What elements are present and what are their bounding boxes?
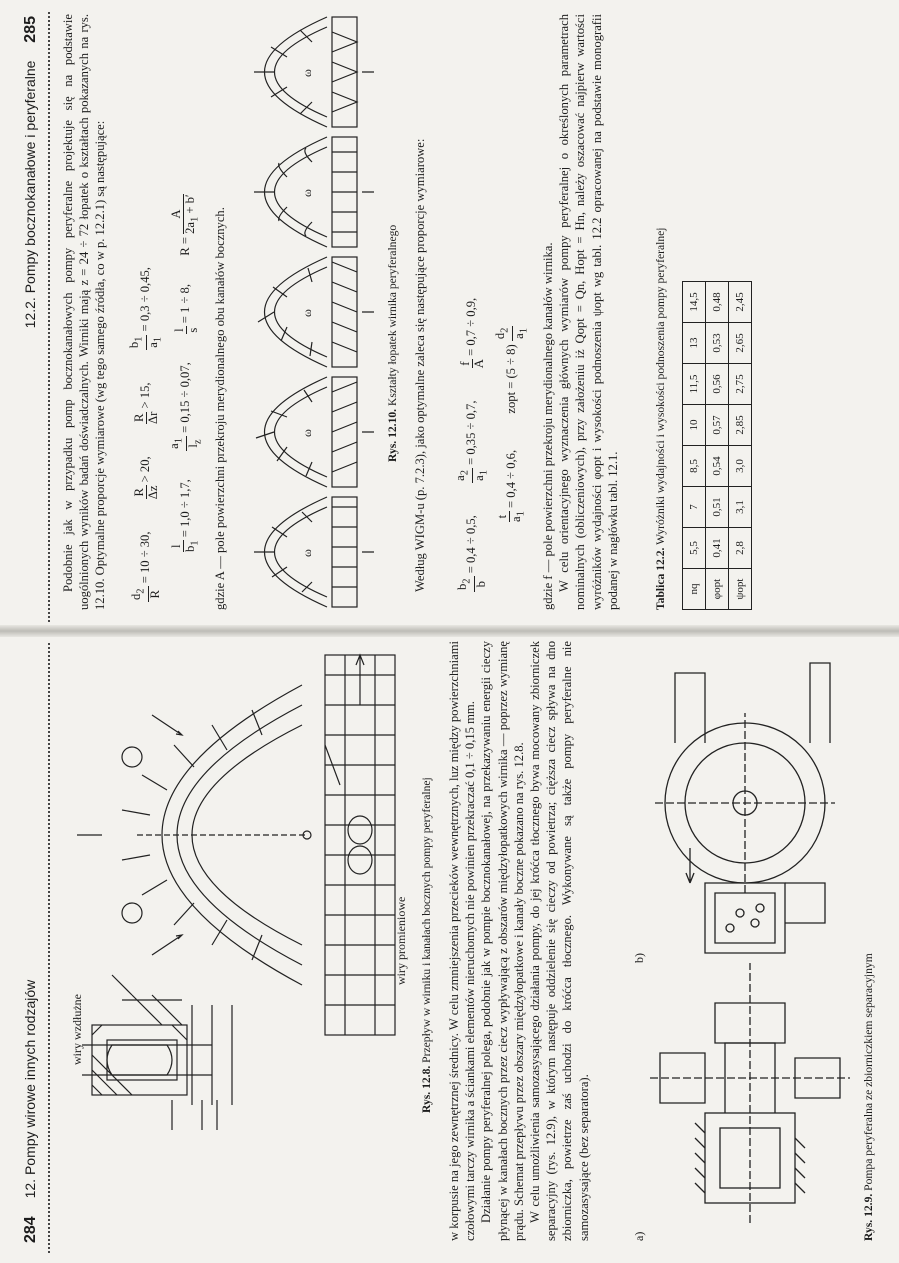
frac-R-dr: R Δr	[131, 411, 160, 424]
frac-a1-lz: $a_1$ $l_z$	[167, 438, 204, 449]
formula-row-4	[494, 326, 530, 522]
figure-12-9-label-a: a)	[632, 1231, 646, 1241]
right-page-number: 285	[22, 16, 39, 43]
label-wiry-wzdluzne: wiry wzdłużne	[70, 994, 84, 1065]
table-cell: 0,41	[706, 528, 729, 569]
right-paragraph-2: W celu orientacyjnego wyznaczenia głównych wymiarów pompy peryferalnej o określonych parametrach nominalnych (obliczeniowych), przy założeniu iż Qopt = Qn, Hopt = Hn, należy oszacować najpierw wartości wyróżników wydajności φopt i wysokości podnoszenia ψopt wg tabl. 12.2 opracowanej na podstawie monografii podanej w nagłówku tabl. 12.1.	[557, 14, 620, 610]
formula-1-3: > 15,	[137, 382, 152, 409]
table-cell: 2,75	[729, 364, 752, 405]
table-row	[706, 282, 729, 610]
table-cell: 0,57	[706, 405, 729, 446]
left-page-number: 284	[22, 1216, 39, 1243]
table-cell: 3,1	[729, 487, 752, 528]
formula-row-2	[168, 194, 204, 552]
table-cell: 2,85	[729, 405, 752, 446]
figure-12-8-channel-drawing	[320, 645, 410, 1135]
table-cell: 10	[683, 405, 706, 446]
frac-R-dz: R Δz	[131, 485, 160, 500]
table-12-2	[682, 281, 752, 610]
table-row-label: ψopt	[729, 569, 752, 610]
frac-f-A: f A	[457, 359, 486, 369]
left-header-rule	[48, 643, 50, 1253]
frac-d2-R: $d_2$ R	[129, 588, 162, 600]
figure-12-8-caption-num: Rys. 12.8.	[420, 1065, 433, 1113]
right-intro-paragraph: Podobnie jak w przypadku pomp bocznokanałowych pompy peryferalne projektuje się na podstawie uogólnionych wyników badań doświadczalnych. Wirniki mają z = 24 ÷ 72 łopatek o kształtach pokazanych na rys. 12.10. Optymalne proporcje wymiarowe (wg tego samego źródła, co w p. 12.2.1) są następujące:	[61, 14, 108, 610]
figure-12-10-caption	[386, 225, 399, 462]
left-paragraph-2: Działanie pompy peryferalnej polega, podobnie jak w pompie bocznokanałowej, na przekazywaniu energii cieczy płynącej w kanałach bocznych przez ciecz wypływającą z obszarów międzyłopatkowych wirnika — poprzez wymianę prądu. Schemat przepływu przez obszary międzyłopatkowe i kanały boczne pokazano na rys. 12.8.	[479, 641, 526, 1241]
table-cell: 14,5	[683, 282, 706, 323]
figure-12-9-drawing	[645, 643, 855, 1223]
table-row-label: φopt	[706, 569, 729, 610]
figure-12-10-caption-text: Kształty łopatek wirnika peryferalnego	[386, 224, 399, 407]
table-cell: 2,45	[729, 282, 752, 323]
frac-b2-b: $b_2$ b	[455, 578, 488, 590]
table-cell: 13	[683, 323, 706, 364]
left-paragraph-3: W celu umożliwienia samozasysającego działania pompy, do jej króćca tłocznego bywa mocowany zbiorniczek separacyjny (rys. 12.9), w którym następuje oddzielenie się cieczy od powietrza; cięższa ciecz spływa na dno zbiorniczka, powietrze zaś uchodzi do króćca tłocznego. Wykonywane są także pompy peryferalne nie samozasysające (bez separatora).	[528, 641, 591, 1241]
formula-2-1: = 1,0 ÷ 1,7,	[177, 479, 192, 538]
omega-label-2: ω	[300, 429, 314, 437]
table-cell: 0,51	[706, 487, 729, 528]
right-body-text	[540, 14, 621, 610]
table-cell: 8,5	[683, 446, 706, 487]
left-paragraph-1: w korpusie na jego zewnętrznej średnicy. W celu zmniejszenia przecieków wewnętrznych, luz między powierzchniami czołowymi tarczy wirnika a ściankami elementów nieruchomych nie powinien przekraczać 0,1 ÷ 0,15 mm.	[447, 641, 478, 1241]
right-gdzie-a	[212, 14, 228, 610]
formula-3-3: = 0,7 ÷ 0,9,	[463, 297, 478, 356]
table-cell: 11,5	[683, 364, 706, 405]
figure-12-9	[645, 643, 855, 1223]
gdzie-a-text: gdzie A — pole powierzchni przekroju merydionalnego obu kanałów bocznych.	[213, 207, 227, 610]
formula-3-2: = 0,35 ÷ 0,7,	[463, 400, 478, 465]
figure-12-8-caption-text: Przepływ w wirniku i kanałach bocznych pompy peryferalnej	[420, 777, 433, 1063]
figure-12-8	[62, 645, 317, 1135]
figure-12-10	[232, 12, 382, 612]
table-12-2-title-text: Wyróżniki wydajności i wysokości podnoszenia pompy peryferalnej	[654, 227, 667, 545]
figure-12-9-caption-num: Rys. 12.9.	[862, 1193, 875, 1241]
formula-row-3	[454, 298, 490, 592]
table-row	[683, 282, 706, 610]
left-running-title: 12. Pompy wirowe innych rodzajów	[22, 979, 38, 1199]
formula-2-2: = 0,15 ÷ 0,07,	[177, 362, 192, 433]
figure-12-8-channel	[320, 645, 410, 1135]
left-body-text	[446, 641, 592, 1241]
frac-a2-a1: $a_2$ $a_1$	[453, 470, 490, 481]
table-cell: 5,5	[683, 528, 706, 569]
right-running-head	[22, 16, 40, 328]
frac-b1-a1: $b_1$ $a_1$	[127, 336, 164, 349]
frac-l-b1: l $b_1$	[169, 540, 201, 552]
table-cell: 2,8	[729, 528, 752, 569]
right-running-title: 12.2. Pompy bocznokanałowe i peryferalne	[22, 60, 38, 329]
table-cell: 7	[683, 487, 706, 528]
table-cell: 0,56	[706, 364, 729, 405]
omega-label-5: ω	[300, 69, 314, 77]
omega-label-1: ω	[300, 549, 314, 557]
frac-l-s: l s	[171, 327, 200, 333]
table-cell: 0,48	[706, 282, 729, 323]
right-wigm-text	[412, 14, 428, 610]
table-12-2-title-num: Tablica 12.2.	[654, 547, 667, 610]
figure-12-9-caption-text: Pompa peryferalna ze zbiorniczkiem separacyjnym	[862, 953, 875, 1191]
table-cell: 0,54	[706, 446, 729, 487]
table-cell: 3,0	[729, 446, 752, 487]
right-intro-text	[60, 14, 109, 610]
formula-1-1: = 10 ÷ 30,	[137, 531, 152, 584]
formula-3-1: = 0,4 ÷ 0,5,	[463, 515, 478, 574]
formula-2-4: R =	[177, 237, 192, 256]
formula-2-3: = 1 ÷ 8,	[177, 284, 192, 324]
gdzie-f-text: gdzie f — pole powierzchni przekroju merydionalnego kanałów wirnika.	[541, 242, 555, 610]
frac-d2-a1: $d_2$ $a_1$	[493, 327, 530, 340]
formula-row-1	[128, 267, 164, 602]
omega-label-4: ω	[300, 189, 314, 197]
figure-12-8-caption	[420, 777, 433, 1113]
left-page	[0, 632, 899, 1263]
table-cell: 2,65	[729, 323, 752, 364]
left-running-head	[22, 980, 40, 1243]
wigm-paragraph: Według WIGM-u (p. 7.2.3), jako optymalne zaleca się następujące proporcje wymiarowe:	[413, 138, 427, 592]
table-cell: 0,53	[706, 323, 729, 364]
formula-4-1: = 0,4 ÷ 0,6,	[503, 449, 518, 508]
table-row-label: nq	[683, 569, 706, 610]
formula-4-2: zopt = (5 ÷ 8)	[503, 344, 518, 414]
right-header-rule	[48, 12, 50, 622]
label-wiry-promieniowe: wiry promieniowe	[394, 896, 408, 985]
figure-12-9-label-b: b)	[632, 953, 646, 963]
figure-12-9-caption	[862, 953, 875, 1241]
table-row	[729, 282, 752, 610]
formula-1-4: = 0,3 ÷ 0,45,	[137, 267, 152, 332]
formula-1-2: > 20,	[137, 456, 152, 483]
table-12-2-title	[654, 14, 667, 610]
omega-label-3: ω	[300, 309, 314, 317]
figure-12-8-drawing	[62, 645, 317, 1135]
frac-t-a1: t $a_1$	[495, 511, 527, 522]
frac-A-2a1b: A $2a_1 + b'$	[169, 194, 201, 234]
figure-12-10-caption-num: Rys. 12.10.	[386, 408, 399, 462]
